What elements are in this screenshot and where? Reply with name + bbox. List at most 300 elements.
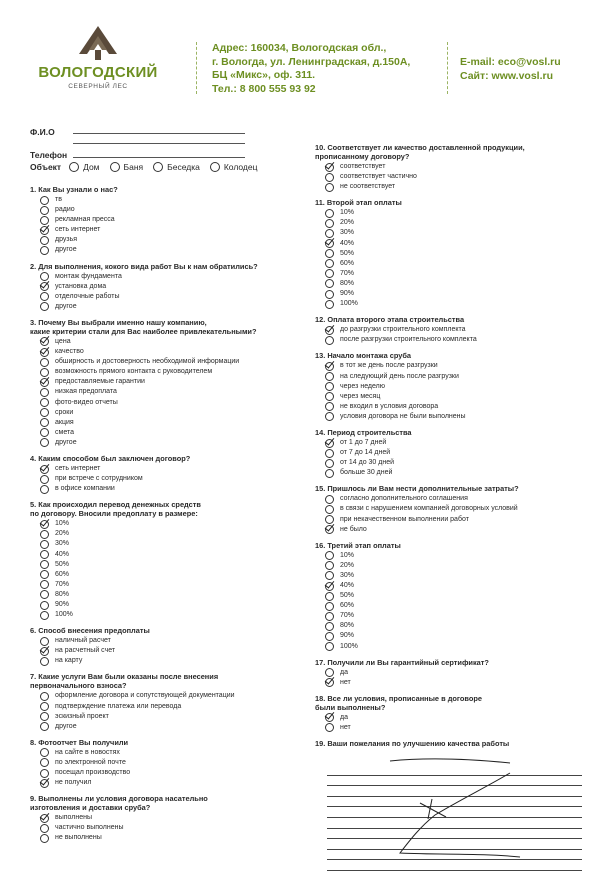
- answer-option-label: другое: [55, 246, 77, 254]
- answer-option-label: при встрече с сотрудником: [55, 475, 143, 483]
- radio-circle-icon[interactable]: [325, 290, 334, 299]
- answer-option[interactable]: [30, 195, 305, 205]
- company-address: [212, 42, 410, 96]
- answer-option[interactable]: [315, 678, 605, 688]
- contact-site: Сайт: www.vosl.ru: [460, 69, 554, 82]
- answer-option-label: 40%: [55, 550, 70, 558]
- answer-option-label: 50%: [340, 249, 355, 257]
- answer-option-label: не получил: [55, 779, 92, 787]
- radio-circle-icon[interactable]: [40, 418, 49, 427]
- radio-circle-icon[interactable]: [40, 408, 49, 417]
- answer-option-label: 30%: [340, 571, 355, 579]
- answer-option[interactable]: [30, 225, 305, 235]
- answer-option[interactable]: [315, 668, 605, 678]
- answer-option-label: 80%: [340, 622, 355, 630]
- answer-option[interactable]: [30, 580, 305, 590]
- radio-circle-icon[interactable]: [40, 398, 49, 407]
- answer-option-label: нет: [340, 723, 351, 731]
- answer-option-label: 30%: [340, 229, 355, 237]
- radio-circle-icon[interactable]: [325, 632, 334, 641]
- radio-circle-icon[interactable]: [40, 611, 49, 620]
- answer-option-label: нет: [340, 678, 351, 686]
- contact-email: E-mail: eco@vosl.ru: [460, 56, 561, 68]
- answer-option-label: через месяц: [340, 392, 381, 400]
- radio-circle-icon[interactable]: [110, 162, 120, 172]
- radio-circle-icon[interactable]: [40, 438, 49, 447]
- answer-option[interactable]: [315, 249, 605, 259]
- radio-circle-icon[interactable]: [40, 196, 49, 205]
- question-title: 2. Для выполнения, кокого вида работ Вы к нам обратились?: [30, 261, 258, 271]
- answer-option[interactable]: [315, 361, 605, 371]
- answer-option-label: не было: [340, 525, 367, 533]
- answer-option-label: смета: [55, 428, 74, 436]
- radio-circle-icon[interactable]: [325, 551, 334, 560]
- answer-option[interactable]: [315, 228, 605, 238]
- answer-option-label: 90%: [55, 601, 70, 608]
- answer-option-label: не входил в условия договора: [340, 402, 439, 410]
- answer-option-label: выполнены: [55, 814, 93, 822]
- answer-option-label: 50%: [55, 560, 70, 568]
- checked-circle-icon[interactable]: [40, 779, 49, 788]
- answer-option-label: 100%: [340, 642, 358, 650]
- answer-option-label: частично выполнены: [55, 824, 124, 832]
- answer-option-label: другое: [55, 722, 77, 730]
- checked-circle-icon[interactable]: [40, 520, 49, 529]
- phone-label: Телефон: [30, 150, 68, 160]
- object-option[interactable]: [69, 162, 99, 172]
- answer-option[interactable]: [30, 529, 305, 539]
- question-title: 15. Пришлось ли Вам нести дополнительные затраты?: [315, 484, 519, 494]
- answer-option-label: тв: [55, 196, 62, 203]
- radio-circle-icon[interactable]: [325, 402, 334, 411]
- answer-option[interactable]: [315, 551, 605, 561]
- radio-circle-icon[interactable]: [325, 592, 334, 601]
- answer-option[interactable]: [315, 402, 605, 412]
- answer-option-label: установка дома: [55, 282, 107, 290]
- radio-circle-icon[interactable]: [325, 723, 334, 732]
- radio-circle-icon[interactable]: [40, 246, 49, 255]
- answer-option[interactable]: [315, 713, 605, 723]
- radio-circle-icon[interactable]: [40, 834, 49, 843]
- radio-circle-icon[interactable]: [69, 162, 79, 172]
- answer-option[interactable]: [30, 570, 305, 580]
- answer-option[interactable]: [315, 611, 605, 621]
- question-title: 12. Оплата второго этапа строительства: [315, 315, 465, 325]
- answer-option-label: на сайте в новостях: [55, 748, 120, 756]
- answer-option[interactable]: [30, 245, 305, 255]
- answer-option-label: 20%: [340, 561, 355, 569]
- radio-circle-icon[interactable]: [40, 824, 49, 833]
- answer-option-label: условия договора не были выполнены: [340, 412, 466, 420]
- answer-option-label: при некачественном выполнении работ: [340, 515, 469, 523]
- answer-option[interactable]: [30, 722, 305, 732]
- answer-option[interactable]: [30, 438, 305, 448]
- answer-option[interactable]: [30, 590, 305, 600]
- answer-option[interactable]: [30, 292, 305, 302]
- object-option[interactable]: [210, 162, 258, 172]
- answer-option[interactable]: [315, 561, 605, 571]
- answer-option[interactable]: [315, 182, 605, 192]
- object-option[interactable]: [110, 162, 144, 172]
- answer-option-label: фото-видео отчеты: [55, 398, 118, 406]
- answer-option-label: низкая предоплата: [55, 388, 117, 396]
- answer-option[interactable]: [315, 208, 605, 218]
- answer-option[interactable]: [315, 458, 605, 468]
- answer-option[interactable]: [315, 172, 605, 182]
- radio-circle-icon[interactable]: [325, 382, 334, 391]
- answer-option-label: на следующий день после разгрузки: [340, 372, 459, 380]
- answer-option[interactable]: [315, 162, 605, 172]
- phone-field[interactable]: [73, 157, 245, 158]
- question-title: 16. Третий этап оплаты: [315, 540, 401, 550]
- answer-option[interactable]: [30, 610, 305, 620]
- answer-option[interactable]: [315, 218, 605, 228]
- answer-option[interactable]: [315, 581, 605, 591]
- questions-right-column: [315, 137, 605, 749]
- object-option-label: Дом: [83, 162, 100, 172]
- address-line: БЦ «Микс», оф. 311.: [212, 69, 316, 81]
- object-option[interactable]: [153, 162, 200, 172]
- answer-option-label: сеть интернет: [55, 464, 101, 472]
- answer-option[interactable]: [315, 392, 605, 402]
- object-option-label: Колодец: [223, 162, 258, 172]
- answer-option[interactable]: [30, 367, 305, 377]
- checked-circle-icon[interactable]: [40, 378, 49, 387]
- radio-circle-icon[interactable]: [325, 209, 334, 218]
- answer-option[interactable]: [30, 205, 305, 215]
- answer-option[interactable]: [30, 302, 305, 312]
- radio-circle-icon[interactable]: [325, 336, 334, 345]
- address-line: г. Вологда, ул. Ленинградская, д.150А,: [212, 55, 411, 68]
- radio-circle-icon[interactable]: [325, 392, 334, 401]
- radio-circle-icon[interactable]: [40, 540, 49, 549]
- answer-option-label: больше 30 дней: [340, 469, 393, 477]
- radio-circle-icon[interactable]: [40, 722, 49, 731]
- answer-option[interactable]: [30, 464, 305, 474]
- checked-circle-icon[interactable]: [40, 814, 49, 823]
- checked-circle-icon[interactable]: [325, 439, 334, 448]
- answer-option[interactable]: [315, 289, 605, 299]
- radio-circle-icon[interactable]: [40, 601, 49, 610]
- radio-circle-icon[interactable]: [325, 279, 334, 288]
- answer-option[interactable]: [30, 702, 305, 712]
- radio-circle-icon[interactable]: [325, 612, 334, 621]
- answer-option-label: не соответствует: [340, 183, 396, 191]
- checked-circle-icon[interactable]: [40, 226, 49, 235]
- answer-option-label: 60%: [340, 602, 355, 610]
- answer-option-label: цена: [55, 337, 71, 345]
- address-phone: Тел.: 8 800 555 93 92: [212, 82, 316, 95]
- question-title: 9. Выполнены ли условия договора насательно изготовления и доставки сруба?: [30, 794, 208, 813]
- questions-left-column: [30, 179, 305, 844]
- question-title: 11. Второй этап оплаты: [315, 198, 402, 208]
- answer-option-label: подтверждение платежа или перевода: [55, 702, 182, 710]
- answer-option-label: от 1 до 7 дней: [340, 438, 387, 446]
- radio-circle-icon[interactable]: [325, 505, 334, 514]
- answer-option-label: согласно дополнительного соглашения: [340, 495, 468, 503]
- question-title: 14. Период строительства: [315, 427, 412, 437]
- radio-circle-icon[interactable]: [153, 162, 163, 172]
- answer-option[interactable]: [315, 601, 605, 611]
- answer-option-label: 30%: [55, 540, 70, 548]
- radio-circle-icon[interactable]: [325, 459, 334, 468]
- answer-option[interactable]: [30, 484, 305, 494]
- object-selector: [30, 162, 268, 172]
- answer-option-label: от 14 до 30 дней: [340, 459, 395, 467]
- radio-circle-icon[interactable]: [40, 550, 49, 559]
- answer-option[interactable]: [30, 357, 305, 367]
- checked-circle-icon[interactable]: [40, 465, 49, 474]
- answer-option-label: на расчетный счет: [55, 647, 116, 655]
- radio-circle-icon[interactable]: [210, 162, 220, 172]
- radio-circle-icon[interactable]: [325, 259, 334, 268]
- answer-option[interactable]: [30, 387, 305, 397]
- answer-option-label: 50%: [340, 592, 355, 600]
- answer-option-label: соответствует: [340, 163, 386, 170]
- answer-option-label: другое: [55, 302, 77, 310]
- answer-option[interactable]: [30, 539, 305, 549]
- checked-circle-icon[interactable]: [40, 647, 49, 656]
- answer-option[interactable]: [315, 591, 605, 601]
- radio-circle-icon[interactable]: [325, 183, 334, 192]
- answer-option[interactable]: [30, 768, 305, 778]
- question-title: 18. Все ли условия, прописанные в договоре были выполнены?: [315, 693, 482, 712]
- radio-circle-icon[interactable]: [40, 580, 49, 589]
- answer-option-label: монтаж фундамента: [55, 272, 122, 280]
- answer-option[interactable]: [30, 377, 305, 387]
- answer-option[interactable]: [315, 412, 605, 422]
- radio-circle-icon[interactable]: [325, 269, 334, 278]
- question-title: 4. Каким способом был заключен договор?: [30, 453, 191, 463]
- answer-option[interactable]: [315, 515, 605, 525]
- answer-option[interactable]: [315, 325, 605, 335]
- answer-option-label: отделочные работы: [55, 292, 120, 300]
- answer-option-label: 90%: [340, 632, 355, 640]
- answer-option[interactable]: [30, 833, 305, 843]
- answer-option-label: 10%: [340, 551, 355, 559]
- header-divider: [447, 42, 449, 94]
- answer-option[interactable]: [315, 494, 605, 504]
- checked-circle-icon[interactable]: [40, 282, 49, 291]
- question-title: 19. Ваши пожелания по улучшению качества работы: [315, 739, 510, 749]
- radio-circle-icon[interactable]: [325, 412, 334, 421]
- radio-circle-icon[interactable]: [40, 302, 49, 311]
- answer-option-label: сроки: [55, 408, 74, 416]
- answer-option[interactable]: [30, 418, 305, 428]
- answer-option[interactable]: [30, 813, 305, 823]
- answer-option[interactable]: [30, 408, 305, 418]
- answer-option[interactable]: [30, 758, 305, 768]
- radio-circle-icon[interactable]: [40, 485, 49, 494]
- answer-option[interactable]: [315, 642, 605, 652]
- answer-option-label: 40%: [340, 582, 355, 589]
- answer-option[interactable]: [315, 279, 605, 289]
- radio-circle-icon[interactable]: [325, 449, 334, 458]
- answer-option[interactable]: [315, 448, 605, 458]
- answer-option[interactable]: [315, 382, 605, 392]
- fio-label: Ф.И.О: [30, 127, 55, 137]
- answer-option[interactable]: [30, 428, 305, 438]
- tree-logo-icon: [75, 24, 121, 62]
- answer-option[interactable]: [315, 372, 605, 382]
- answer-option[interactable]: [315, 269, 605, 279]
- radio-circle-icon[interactable]: [40, 712, 49, 721]
- answer-option[interactable]: [315, 335, 605, 345]
- answer-option[interactable]: [315, 299, 605, 309]
- fio-field-line-2[interactable]: [73, 143, 245, 144]
- answer-option-label: после разгрузки строительного комплекта: [340, 336, 477, 344]
- radio-circle-icon[interactable]: [40, 236, 49, 245]
- answer-option-label: наличный расчет: [55, 637, 111, 645]
- answer-option[interactable]: [30, 282, 305, 292]
- answer-option-label: эскизный проект: [55, 712, 109, 720]
- answer-option-label: по электронной почте: [55, 758, 126, 766]
- answer-option-label: не выполнены: [55, 834, 102, 842]
- answer-option[interactable]: [30, 398, 305, 408]
- answer-option[interactable]: [315, 621, 605, 631]
- answer-option[interactable]: [30, 347, 305, 357]
- answer-option-label: 100%: [340, 300, 358, 308]
- answer-option[interactable]: [30, 646, 305, 656]
- question-title: 13. Начало монтажа сруба: [315, 351, 412, 361]
- radio-circle-icon[interactable]: [40, 358, 49, 367]
- answer-option-label: качество: [55, 348, 84, 356]
- answer-option[interactable]: [30, 560, 305, 570]
- checked-circle-icon[interactable]: [325, 362, 334, 371]
- radio-circle-icon[interactable]: [325, 469, 334, 478]
- radio-circle-icon[interactable]: [325, 219, 334, 228]
- checked-circle-icon[interactable]: [325, 525, 334, 534]
- answer-option-label: 40%: [340, 239, 355, 247]
- answer-option-label: акция: [55, 418, 74, 426]
- radio-circle-icon[interactable]: [40, 692, 49, 701]
- answer-option-label: сеть интернет: [55, 226, 101, 234]
- answer-option[interactable]: [30, 600, 305, 610]
- question-title: 5. Как происходил перевод денежных средств по договору. Вносили предоплату в размере:: [30, 500, 201, 519]
- answer-option-label: 20%: [340, 219, 355, 227]
- question-title: 7. Какие услуги Вам были оказаны после внесения первоначального взноса?: [30, 672, 219, 691]
- radio-circle-icon[interactable]: [325, 561, 334, 570]
- answer-option[interactable]: [315, 259, 605, 269]
- header-divider: [196, 42, 198, 94]
- answer-option-label: 70%: [55, 580, 70, 588]
- checked-circle-icon[interactable]: [325, 582, 334, 591]
- answer-option[interactable]: [30, 337, 305, 347]
- checked-circle-icon[interactable]: [325, 326, 334, 335]
- answer-option-label: 70%: [340, 269, 355, 277]
- answer-option-label: радио: [55, 206, 75, 214]
- answer-option-label: 10%: [55, 520, 70, 528]
- fio-field[interactable]: [73, 133, 245, 134]
- address-line: Адрес: 160034, Вологодская обл.,: [212, 42, 387, 54]
- answer-option-label: обширность и достоверность необходимой информации: [55, 358, 240, 366]
- answer-option-label: в связи с нарушением компанией договорных условий: [340, 505, 518, 513]
- radio-circle-icon[interactable]: [325, 249, 334, 258]
- answer-option-label: оформление договора и сопутствующей документации: [55, 692, 235, 700]
- radio-circle-icon[interactable]: [40, 530, 49, 539]
- radio-circle-icon[interactable]: [325, 495, 334, 504]
- answer-option[interactable]: [30, 712, 305, 722]
- object-option-label: Баня: [123, 162, 144, 172]
- checked-circle-icon[interactable]: [325, 713, 334, 722]
- question-title: 3. Почему Вы выбрали именно нашу компанию, какие критерии стали для Вас наиболее привлекательными?: [30, 317, 257, 336]
- answer-option-label: на карту: [55, 657, 83, 665]
- question-title: 1. Как Вы узнали о нас?: [30, 185, 118, 194]
- radio-circle-icon[interactable]: [325, 602, 334, 611]
- question-title: 8. Фотоотчет Вы получили: [30, 737, 129, 747]
- radio-circle-icon[interactable]: [325, 173, 334, 182]
- answer-option[interactable]: [315, 504, 605, 514]
- radio-circle-icon[interactable]: [40, 570, 49, 579]
- answer-option[interactable]: [30, 235, 305, 245]
- answer-option[interactable]: [30, 778, 305, 788]
- radio-circle-icon[interactable]: [325, 622, 334, 631]
- question-title: 10. Соответствует ли качество доставленной продукции, прописанному договору?: [315, 143, 525, 161]
- answer-option[interactable]: [30, 215, 305, 225]
- answer-option[interactable]: [315, 525, 605, 535]
- answer-option-label: от 7 до 14 дней: [340, 449, 391, 457]
- radio-circle-icon[interactable]: [325, 300, 334, 309]
- checked-circle-icon[interactable]: [40, 348, 49, 357]
- object-label: Объект: [30, 162, 62, 172]
- checked-circle-icon[interactable]: [325, 678, 334, 687]
- radio-circle-icon[interactable]: [325, 642, 334, 651]
- answer-option-label: 80%: [340, 279, 355, 287]
- answer-option[interactable]: [30, 474, 305, 484]
- answer-option[interactable]: [30, 550, 305, 560]
- radio-circle-icon[interactable]: [40, 657, 49, 666]
- answer-option[interactable]: [315, 631, 605, 641]
- radio-circle-icon[interactable]: [40, 702, 49, 711]
- radio-circle-icon[interactable]: [40, 590, 49, 599]
- answer-option[interactable]: [30, 656, 305, 666]
- answer-option[interactable]: [30, 272, 305, 282]
- answer-option[interactable]: [315, 723, 605, 733]
- answer-option[interactable]: [315, 468, 605, 478]
- radio-circle-icon[interactable]: [40, 388, 49, 397]
- company-contacts: [460, 56, 561, 83]
- radio-circle-icon[interactable]: [40, 748, 49, 757]
- answer-option-label: 70%: [340, 612, 355, 620]
- answer-option[interactable]: [315, 239, 605, 249]
- answer-option-label: 60%: [55, 570, 70, 578]
- question-title: 6. Способ внесения предоплаты: [30, 626, 150, 636]
- radio-circle-icon[interactable]: [40, 292, 49, 301]
- answer-option[interactable]: [30, 519, 305, 529]
- radio-circle-icon[interactable]: [40, 206, 49, 215]
- radio-circle-icon[interactable]: [40, 475, 49, 484]
- radio-circle-icon[interactable]: [40, 560, 49, 569]
- answer-option-label: до разгрузки строительного комплекта: [340, 326, 466, 334]
- radio-circle-icon[interactable]: [325, 372, 334, 381]
- answer-option[interactable]: [315, 571, 605, 581]
- answer-option[interactable]: [30, 691, 305, 701]
- answer-option[interactable]: [30, 748, 305, 758]
- answer-option[interactable]: [315, 438, 605, 448]
- radio-circle-icon[interactable]: [40, 758, 49, 767]
- answer-option[interactable]: [30, 823, 305, 833]
- answer-option-label: да: [340, 713, 348, 721]
- answer-option-label: через неделю: [340, 382, 386, 390]
- answer-option-label: 80%: [55, 590, 70, 598]
- answer-option-label: в тот же день после разгрузки: [340, 362, 438, 370]
- checked-circle-icon[interactable]: [325, 239, 334, 248]
- question-title: 17. Получили ли Вы гарантийный сертификат?: [315, 657, 489, 667]
- answer-option-label: предоставляемые гарантии: [55, 378, 145, 386]
- radio-circle-icon[interactable]: [40, 428, 49, 437]
- answer-option[interactable]: [30, 636, 305, 646]
- checked-circle-icon[interactable]: [325, 163, 334, 172]
